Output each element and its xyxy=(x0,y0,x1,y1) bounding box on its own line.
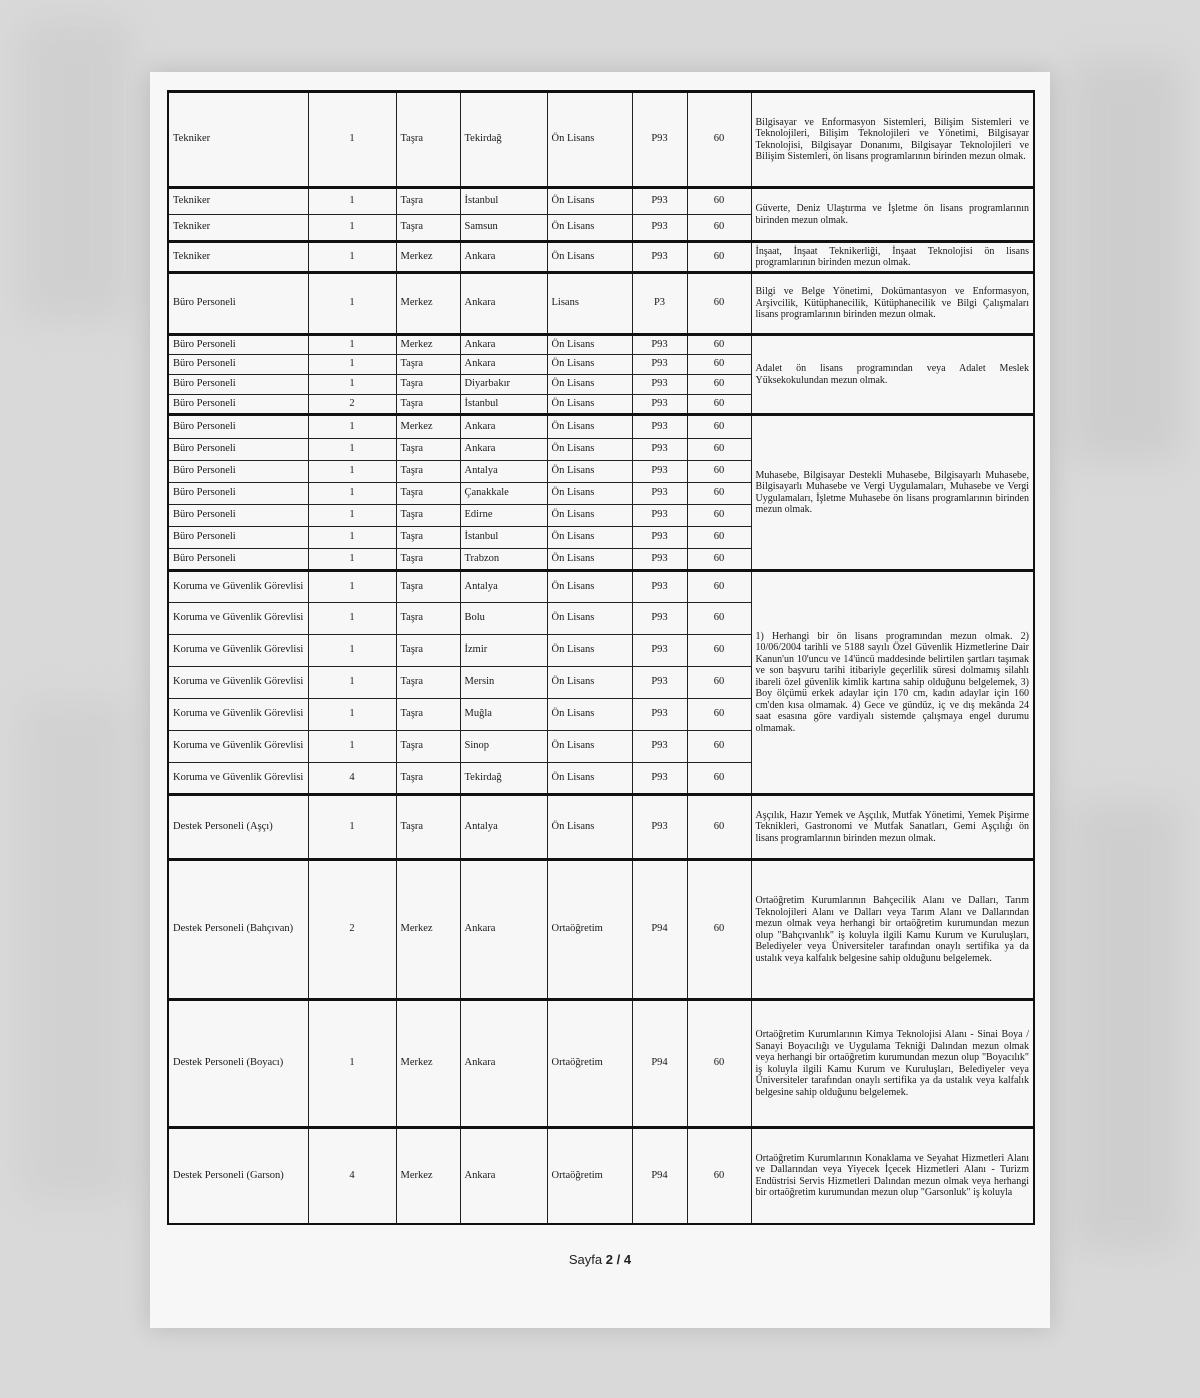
cell-score: 60 xyxy=(687,415,751,439)
cell-kpss: P93 xyxy=(632,439,687,461)
cell-org: Merkez xyxy=(396,860,460,1000)
cell-title: Büro Personeli xyxy=(168,483,308,505)
cell-edu: Ön Lisans xyxy=(547,355,632,375)
cell-kpss: P93 xyxy=(632,415,687,439)
cell-org: Taşra xyxy=(396,571,460,603)
cell-edu: Lisans xyxy=(547,273,632,335)
cell-count: 2 xyxy=(308,395,396,415)
cell-org: Merkez xyxy=(396,1000,460,1128)
cell-city: Antalya xyxy=(460,795,547,860)
cell-city: Sinop xyxy=(460,731,547,763)
cell-title: Tekniker xyxy=(168,242,308,273)
cell-city: Tekirdağ xyxy=(460,763,547,795)
cell-count: 1 xyxy=(308,273,396,335)
cell-requirement: Bilgi ve Belge Yönetimi, Dokümantasyon ve Enformasyon, Arşivcilik, Kütüphanecilik, Kütüphanecilik ve Bilgi Çalışmaları lisans programlarının birinden mezun olmak. xyxy=(751,273,1034,335)
cell-org: Taşra xyxy=(396,215,460,242)
cell-edu: Ön Lisans xyxy=(547,763,632,795)
cell-title: Destek Personeli (Boyacı) xyxy=(168,1000,308,1128)
cell-score: 60 xyxy=(687,505,751,527)
cell-edu: Ön Lisans xyxy=(547,527,632,549)
cell-org: Taşra xyxy=(396,355,460,375)
cell-org: Taşra xyxy=(396,439,460,461)
cell-org: Taşra xyxy=(396,667,460,699)
cell-city: İstanbul xyxy=(460,188,547,215)
cell-count: 1 xyxy=(308,603,396,635)
cell-score: 60 xyxy=(687,635,751,667)
cell-requirement: Bilgisayar ve Enformasyon Sistemleri, Bilişim Sistemleri ve Teknolojileri, Bilişim Teknolojileri ve Yönetimi, Bilgisayar Teknolojisi, Bilgisayar Donanımı, Bilgisayar Teknolojileri ve Bilişim Sistemleri, ön lisans programlarının birinden mezun olmak. xyxy=(751,92,1034,188)
cell-kpss: P94 xyxy=(632,1128,687,1224)
table-row xyxy=(168,1000,1034,1128)
cell-title: Tekniker xyxy=(168,215,308,242)
cell-edu: Ön Lisans xyxy=(547,731,632,763)
cell-kpss: P93 xyxy=(632,92,687,188)
cell-score: 60 xyxy=(687,795,751,860)
cell-edu: Ön Lisans xyxy=(547,92,632,188)
cell-title: Destek Personeli (Aşçı) xyxy=(168,795,308,860)
cell-kpss: P93 xyxy=(632,795,687,860)
cell-count: 1 xyxy=(308,439,396,461)
cell-count: 4 xyxy=(308,1128,396,1224)
cell-title: Koruma ve Güvenlik Görevlisi xyxy=(168,571,308,603)
cell-title: Büro Personeli xyxy=(168,395,308,415)
cell-title: Koruma ve Güvenlik Görevlisi xyxy=(168,699,308,731)
cell-city: Tekirdağ xyxy=(460,92,547,188)
cell-count: 1 xyxy=(308,461,396,483)
cell-edu: Ön Lisans xyxy=(547,242,632,273)
cell-city: Ankara xyxy=(460,1000,547,1128)
positions-table xyxy=(167,90,1035,1225)
cell-org: Taşra xyxy=(396,549,460,571)
cell-city: Ankara xyxy=(460,439,547,461)
cell-count: 1 xyxy=(308,795,396,860)
cell-edu: Ön Lisans xyxy=(547,188,632,215)
table-row xyxy=(168,188,1034,215)
cell-count: 1 xyxy=(308,549,396,571)
cell-edu: Ön Lisans xyxy=(547,215,632,242)
cell-score: 60 xyxy=(687,571,751,603)
cell-city: Antalya xyxy=(460,461,547,483)
cell-kpss: P93 xyxy=(632,215,687,242)
cell-edu: Ortaöğretim xyxy=(547,860,632,1000)
footer-prefix: Sayfa xyxy=(568,1252,603,1267)
cell-city: Antalya xyxy=(460,571,547,603)
table-row xyxy=(168,92,1034,188)
cell-title: Destek Personeli (Bahçıvan) xyxy=(168,860,308,1000)
cell-org: Taşra xyxy=(396,603,460,635)
cell-count: 1 xyxy=(308,635,396,667)
cell-score: 60 xyxy=(687,763,751,795)
cell-count: 1 xyxy=(308,571,396,603)
cell-city: Ankara xyxy=(460,242,547,273)
cell-requirement: Adalet ön lisans programından veya Adalet Meslek Yüksekokulundan mezun olmak. xyxy=(751,335,1034,415)
cell-requirement: Ortaöğretim Kurumlarının Kimya Teknolojisi Alanı - Sinai Boya / Sanayi Boyacılığı ve Uygulama Tekniği Dalından mezun olmak veya herhangi bir ortaöğretim kurumundan mezun olup "Boyacılık" iş koluyla ilgili Kamu Kurum ve Kuruluşları, Belediyeler veya Üniversiteler tarafından onaylı sertifika ya da ustalık veya kalfalık belgesine sahip olduğunu belgelemek. xyxy=(751,1000,1034,1128)
cell-edu: Ön Lisans xyxy=(547,375,632,395)
cell-score: 60 xyxy=(687,603,751,635)
table-row xyxy=(168,335,1034,355)
cell-requirement: Muhasebe, Bilgisayar Destekli Muhasebe, Bilgisayarlı Muhasebe, Bilgisayarlı Muhasebe ve Vergi Uygulamaları, Muhasebe ve Vergi Uygulamaları, İşletme Muhasebe ön lisans programlarının birinden mezun olmak. xyxy=(751,415,1034,571)
cell-count: 1 xyxy=(308,215,396,242)
cell-score: 60 xyxy=(687,188,751,215)
cell-org: Taşra xyxy=(396,763,460,795)
cell-edu: Ortaöğretim xyxy=(547,1000,632,1128)
cell-kpss: P93 xyxy=(632,731,687,763)
cell-org: Taşra xyxy=(396,527,460,549)
table-row xyxy=(168,273,1034,335)
cell-requirement: Güverte, Deniz Ulaştırma ve İşletme ön lisans programlarının birinden mezun olmak. xyxy=(751,188,1034,242)
cell-edu: Ön Lisans xyxy=(547,603,632,635)
cell-count: 1 xyxy=(308,335,396,355)
cell-org: Merkez xyxy=(396,415,460,439)
cell-score: 60 xyxy=(687,273,751,335)
cell-title: Büro Personeli xyxy=(168,335,308,355)
cell-edu: Ön Lisans xyxy=(547,667,632,699)
cell-edu: Ön Lisans xyxy=(547,505,632,527)
cell-edu: Ön Lisans xyxy=(547,795,632,860)
cell-kpss: P93 xyxy=(632,335,687,355)
cell-edu: Ön Lisans xyxy=(547,699,632,731)
cell-title: Tekniker xyxy=(168,188,308,215)
cell-title: Büro Personeli xyxy=(168,527,308,549)
footer-current-page: 2 xyxy=(605,1252,613,1267)
cell-kpss: P94 xyxy=(632,860,687,1000)
cell-city: Ankara xyxy=(460,273,547,335)
cell-city: Diyarbakır xyxy=(460,375,547,395)
cell-score: 60 xyxy=(687,395,751,415)
cell-org: Taşra xyxy=(396,92,460,188)
cell-score: 60 xyxy=(687,355,751,375)
table-row xyxy=(168,860,1034,1000)
cell-org: Taşra xyxy=(396,375,460,395)
cell-kpss: P93 xyxy=(632,461,687,483)
cell-title: Büro Personeli xyxy=(168,415,308,439)
cell-kpss: P93 xyxy=(632,635,687,667)
document-page xyxy=(150,72,1050,1328)
cell-edu: Ön Lisans xyxy=(547,635,632,667)
cell-org: Merkez xyxy=(396,242,460,273)
cell-score: 60 xyxy=(687,242,751,273)
cell-org: Taşra xyxy=(396,699,460,731)
cell-title: Büro Personeli xyxy=(168,355,308,375)
footer-total-pages: 4 xyxy=(623,1252,632,1267)
cell-score: 60 xyxy=(687,215,751,242)
cell-title: Tekniker xyxy=(168,92,308,188)
cell-title: Büro Personeli xyxy=(168,461,308,483)
cell-org: Taşra xyxy=(396,483,460,505)
cell-city: İstanbul xyxy=(460,395,547,415)
cell-score: 60 xyxy=(687,461,751,483)
cell-requirement: Aşçılık, Hazır Yemek ve Aşçılık, Mutfak Yönetimi, Yemek Pişirme Teknikleri, Gastronomi ve Mutfak Sanatları, Gemi Aşçılığı ön lisans programlarının birinden mezun olmak. xyxy=(751,795,1034,860)
cell-kpss: P93 xyxy=(632,667,687,699)
cell-org: Taşra xyxy=(396,395,460,415)
cell-edu: Ön Lisans xyxy=(547,415,632,439)
cell-kpss: P93 xyxy=(632,188,687,215)
cell-org: Taşra xyxy=(396,795,460,860)
cell-kpss: P93 xyxy=(632,603,687,635)
cell-count: 2 xyxy=(308,860,396,1000)
cell-city: Mersin xyxy=(460,667,547,699)
cell-edu: Ön Lisans xyxy=(547,571,632,603)
cell-score: 60 xyxy=(687,335,751,355)
cell-org: Merkez xyxy=(396,1128,460,1224)
cell-requirement: İnşaat, İnşaat Teknikerliği, İnşaat Teknolojisi ön lisans programlarının birinden mezun olmak. xyxy=(751,242,1034,273)
cell-count: 1 xyxy=(308,1000,396,1128)
cell-count: 1 xyxy=(308,415,396,439)
table-row xyxy=(168,795,1034,860)
cell-kpss: P93 xyxy=(632,483,687,505)
cell-kpss: P93 xyxy=(632,763,687,795)
table-row xyxy=(168,415,1034,439)
cell-score: 60 xyxy=(687,699,751,731)
cell-title: Koruma ve Güvenlik Görevlisi xyxy=(168,763,308,795)
cell-score: 60 xyxy=(687,549,751,571)
cell-org: Taşra xyxy=(396,635,460,667)
cell-org: Taşra xyxy=(396,731,460,763)
footer-separator: / xyxy=(616,1252,621,1267)
cell-score: 60 xyxy=(687,439,751,461)
cell-org: Taşra xyxy=(396,188,460,215)
cell-count: 4 xyxy=(308,763,396,795)
cell-kpss: P93 xyxy=(632,395,687,415)
cell-edu: Ortaöğretim xyxy=(547,1128,632,1224)
cell-org: Merkez xyxy=(396,335,460,355)
cell-count: 1 xyxy=(308,355,396,375)
cell-requirement: 1) Herhangi bir ön lisans programından mezun olmak. 2) 10/06/2004 tarihli ve 5188 sayılı Özel Güvenlik Hizmetlerine Dair Kanun'un 10'uncu ve 14'üncü maddesinde belirtilen şartları taşımak ve son başvuru tarihi itibariyle geçerlilik süresi dolmamış silahlı ibareli özel güvenlik kimlik kartına sahip olduğunu belgelemek, 3) Boy ölçümü erkek adaylar için 170 cm, kadın adaylar için 160 cm'den kısa olmamak. 4) Gece ve gündüz, iç ve dış mekânda 24 saat esasına göre vardiyalı sistemde çalışmaya engel durumu olmamak. xyxy=(751,571,1034,795)
cell-city: Trabzon xyxy=(460,549,547,571)
cell-kpss: P93 xyxy=(632,549,687,571)
cell-score: 60 xyxy=(687,860,751,1000)
cell-count: 1 xyxy=(308,92,396,188)
cell-edu: Ön Lisans xyxy=(547,549,632,571)
cell-count: 1 xyxy=(308,188,396,215)
cell-kpss: P93 xyxy=(632,527,687,549)
cell-count: 1 xyxy=(308,699,396,731)
cell-edu: Ön Lisans xyxy=(547,439,632,461)
cell-requirement: Ortaöğretim Kurumlarının Bahçecilik Alanı ve Dalları, Tarım Teknolojileri Alanı ve Dalları veya Tarım Alanı ve Dallarından mezun olmak veya herhangi bir ortaöğretim kurumundan mezun olup "Bahçıvanlık" iş koluyla ilgili Kamu Kurum ve Kuruluşları, Belediyeler veya Üniversiteler tarafından onaylı sertifika ya da ustalık veya kalfalık belgesine sahip olduğunu belgelemek. xyxy=(751,860,1034,1000)
cell-count: 1 xyxy=(308,505,396,527)
cell-kpss: P93 xyxy=(632,355,687,375)
cell-title: Büro Personeli xyxy=(168,375,308,395)
cell-title: Koruma ve Güvenlik Görevlisi xyxy=(168,603,308,635)
cell-count: 1 xyxy=(308,527,396,549)
cell-city: Samsun xyxy=(460,215,547,242)
cell-score: 60 xyxy=(687,527,751,549)
cell-title: Büro Personeli xyxy=(168,273,308,335)
cell-city: Muğla xyxy=(460,699,547,731)
cell-count: 1 xyxy=(308,242,396,273)
cell-title: Koruma ve Güvenlik Görevlisi xyxy=(168,635,308,667)
cell-org: Taşra xyxy=(396,505,460,527)
cell-org: Merkez xyxy=(396,273,460,335)
cell-kpss: P3 xyxy=(632,273,687,335)
cell-edu: Ön Lisans xyxy=(547,483,632,505)
cell-kpss: P93 xyxy=(632,242,687,273)
cell-count: 1 xyxy=(308,731,396,763)
cell-score: 60 xyxy=(687,375,751,395)
cell-city: Ankara xyxy=(460,355,547,375)
cell-score: 60 xyxy=(687,92,751,188)
cell-title: Büro Personeli xyxy=(168,549,308,571)
cell-count: 1 xyxy=(308,667,396,699)
cell-score: 60 xyxy=(687,1000,751,1128)
cell-title: Koruma ve Güvenlik Görevlisi xyxy=(168,667,308,699)
cell-kpss: P93 xyxy=(632,375,687,395)
cell-kpss: P93 xyxy=(632,699,687,731)
cell-city: Ankara xyxy=(460,1128,547,1224)
cell-score: 60 xyxy=(687,483,751,505)
cell-edu: Ön Lisans xyxy=(547,395,632,415)
cell-kpss: P94 xyxy=(632,1000,687,1128)
cell-kpss: P93 xyxy=(632,571,687,603)
cell-count: 1 xyxy=(308,483,396,505)
cell-title: Koruma ve Güvenlik Görevlisi xyxy=(168,731,308,763)
cell-city: İzmir xyxy=(460,635,547,667)
page-footer xyxy=(150,1252,1050,1267)
cell-city: Ankara xyxy=(460,860,547,1000)
cell-city: Ankara xyxy=(460,415,547,439)
cell-score: 60 xyxy=(687,667,751,699)
table-row xyxy=(168,1128,1034,1224)
cell-count: 1 xyxy=(308,375,396,395)
cell-edu: Ön Lisans xyxy=(547,335,632,355)
cell-city: Bolu xyxy=(460,603,547,635)
cell-score: 60 xyxy=(687,1128,751,1224)
cell-title: Destek Personeli (Garson) xyxy=(168,1128,308,1224)
cell-score: 60 xyxy=(687,731,751,763)
cell-title: Büro Personeli xyxy=(168,439,308,461)
table-row xyxy=(168,571,1034,603)
cell-requirement: Ortaöğretim Kurumlarının Konaklama ve Seyahat Hizmetleri Alanı ve Dallarından veya Yiyecek İçecek Hizmetleri Alanı - Turizm Endüstrisi Servis Hizmetleri Dalından mezun olmak veya herhangi bir ortaöğretim kurumundan mezun olup "Garsonluk" iş koluyla xyxy=(751,1128,1034,1224)
cell-city: İstanbul xyxy=(460,527,547,549)
cell-city: Çanakkale xyxy=(460,483,547,505)
cell-kpss: P93 xyxy=(632,505,687,527)
cell-title: Büro Personeli xyxy=(168,505,308,527)
cell-org: Taşra xyxy=(396,461,460,483)
cell-city: Ankara xyxy=(460,335,547,355)
cell-city: Edirne xyxy=(460,505,547,527)
cell-edu: Ön Lisans xyxy=(547,461,632,483)
table-row xyxy=(168,242,1034,273)
